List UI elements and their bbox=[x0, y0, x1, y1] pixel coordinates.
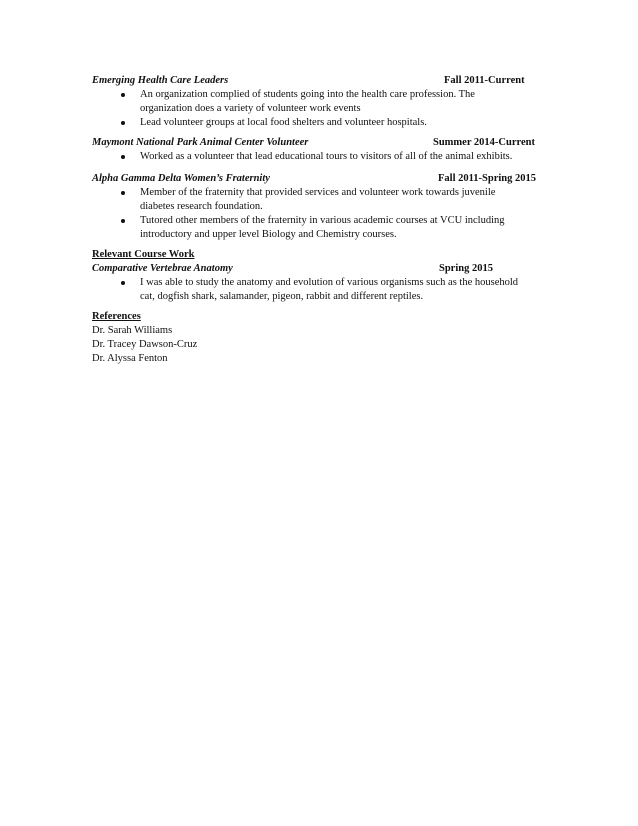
bullet-line: introductory and upper level Biology and Chemistry courses. bbox=[140, 229, 397, 240]
bullet-icon bbox=[121, 191, 125, 195]
bullet-icon bbox=[121, 121, 125, 125]
entry-title: Emerging Health Care Leaders bbox=[92, 75, 229, 86]
entry-title: Alpha Gamma Delta Women’s Fraternity bbox=[92, 173, 270, 184]
entry-title: Comparative Vertebrae Anatomy bbox=[92, 263, 233, 274]
bullet-line: organization does a variety of volunteer work events bbox=[140, 103, 361, 114]
bullet-list bbox=[92, 276, 546, 304]
section-coursework bbox=[92, 248, 546, 304]
bullet-item bbox=[92, 150, 546, 164]
bullet-icon bbox=[121, 281, 125, 285]
bullet-line: diabetes research foundation. bbox=[140, 201, 263, 212]
bullet-item bbox=[92, 186, 546, 214]
bullet-line: Tutored other members of the fraternity in various academic courses at VCU including bbox=[140, 215, 505, 226]
reference-name: Dr. Alyssa Fenton bbox=[92, 353, 168, 364]
bullet-item bbox=[92, 88, 546, 116]
bullet-line: I was able to study the anatomy and evolution of various organisms such as the household bbox=[140, 277, 519, 288]
bullet-line: Lead volunteer groups at local food shelters and volunteer hospitals. bbox=[140, 117, 427, 128]
reference-name: Dr. Sarah Williams bbox=[92, 325, 173, 336]
section-heading: Relevant Course Work bbox=[92, 249, 195, 260]
entry-header bbox=[92, 172, 546, 186]
entry-header bbox=[92, 74, 546, 88]
bullet-item bbox=[92, 116, 546, 130]
bullet-line: An organization complied of students going into the health care profession. The bbox=[140, 89, 475, 100]
bullet-icon bbox=[121, 219, 125, 223]
entry-alpha-gamma-delta bbox=[92, 172, 546, 242]
bullet-list bbox=[92, 186, 546, 242]
entry-date: Summer 2014-Current bbox=[433, 137, 535, 148]
bullet-icon bbox=[121, 93, 125, 97]
bullet-line: cat, dogfish shark, salamander, pigeon, rabbit and different reptiles. bbox=[140, 291, 424, 302]
bullet-item bbox=[92, 276, 546, 304]
bullet-icon bbox=[121, 155, 125, 159]
entry-header bbox=[92, 136, 546, 150]
bullet-list bbox=[92, 150, 546, 164]
bullet-line: Worked as a volunteer that lead educational tours to visitors of all of the animal exhibits. bbox=[140, 151, 513, 162]
entry-emerging-health-care-leaders bbox=[92, 74, 546, 130]
entry-date: Spring 2015 bbox=[439, 263, 493, 274]
reference-name: Dr. Tracey Dawson-Cruz bbox=[92, 339, 198, 350]
entry-date: Fall 2011-Spring 2015 bbox=[438, 173, 537, 184]
bullet-list bbox=[92, 88, 546, 130]
entry-maymont-volunteer bbox=[92, 136, 546, 164]
section-references bbox=[92, 310, 546, 366]
entry-title: Maymont National Park Animal Center Volunteer bbox=[92, 137, 309, 148]
bullet-item bbox=[92, 214, 546, 242]
entry-date: Fall 2011-Current bbox=[444, 75, 525, 86]
bullet-line: Member of the fraternity that provided services and volunteer work towards juvenile bbox=[140, 187, 496, 198]
entry-header bbox=[92, 262, 546, 276]
section-heading: References bbox=[92, 311, 141, 322]
